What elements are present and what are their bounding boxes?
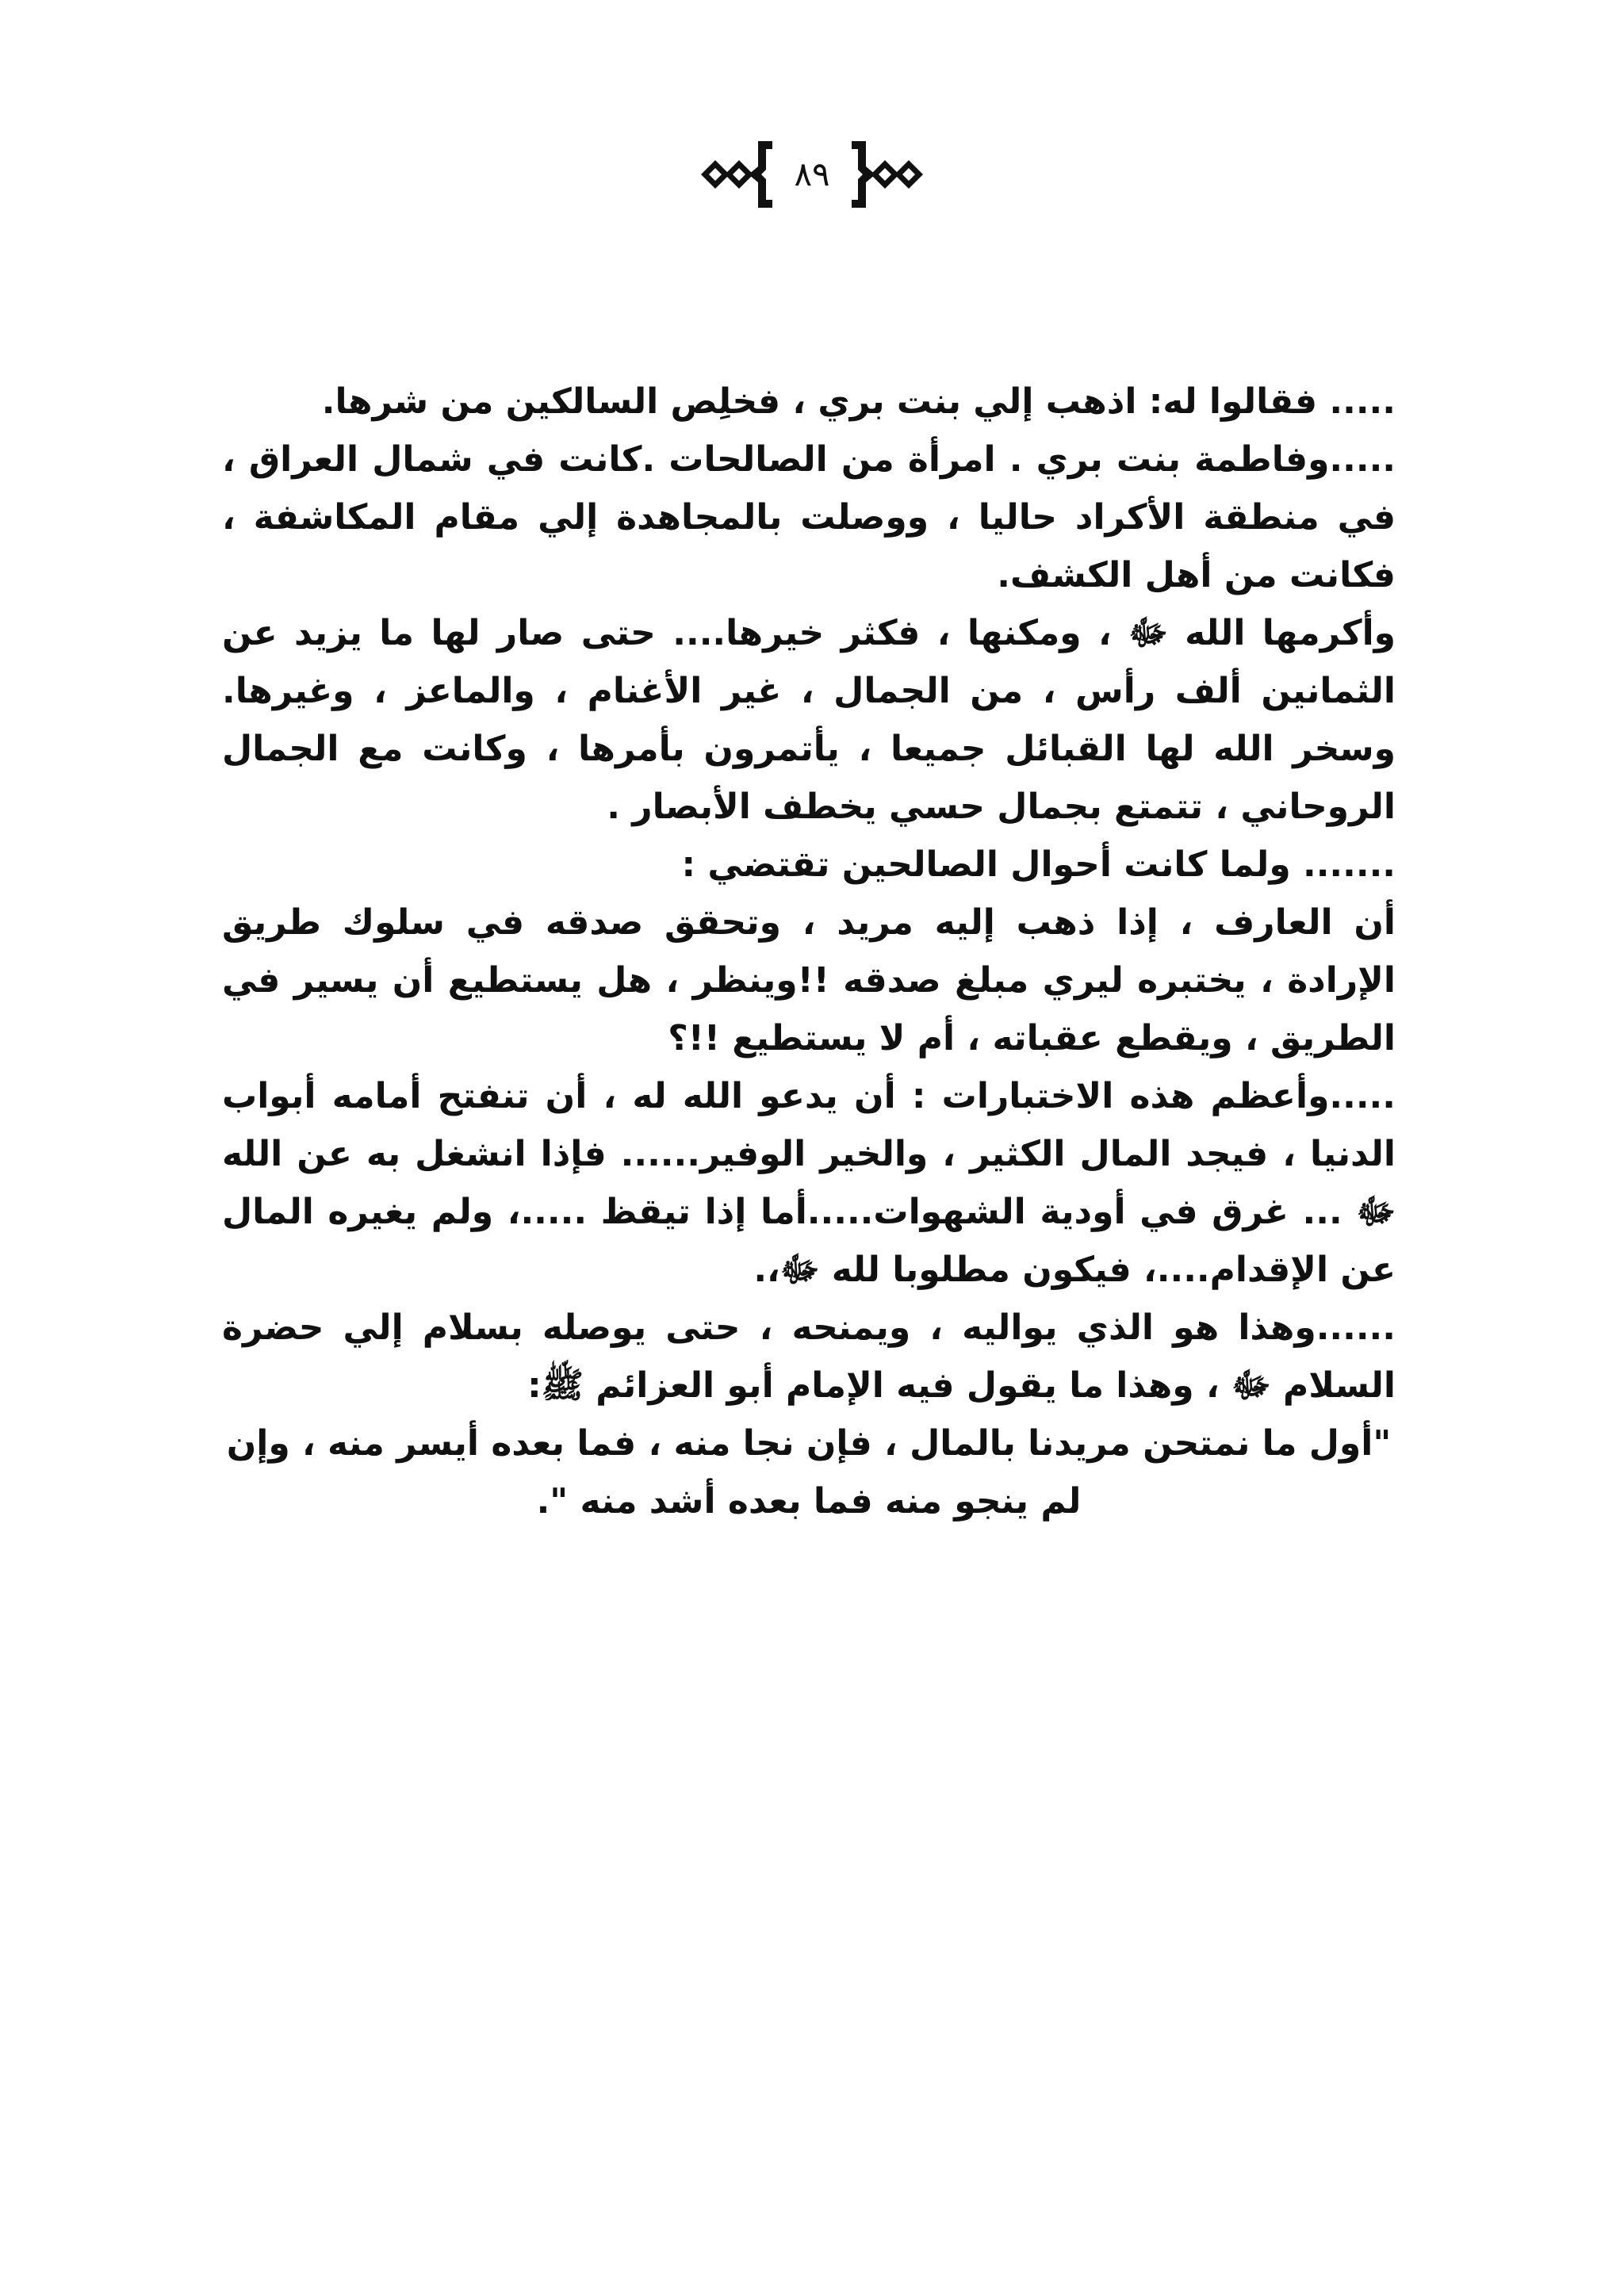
- quotation: "أول ما نمتحن مريدنا بالمال ، فإن نجا منه ، فما بعده أيسر منه ، وإن لم ينجو منه فما بعده أشد منه ".: [226, 1423, 1392, 1522]
- paragraph-2: .....وفاطمة بنت بري . امرأة من الصالحات .كانت في شمال العراق ، في منطقة الأكراد حاليا ، ووصلت بالمجاهدة إلي مقام المكاشفة ، فكانت من أهل الكشف.: [222, 439, 1396, 595]
- paragraph-4: ....... ولما كانت أحوال الصالحين تقتضي :: [681, 844, 1396, 885]
- page-number: ٨٩: [794, 155, 830, 193]
- paragraph-1: ..... فقالوا له: اذهب إلي بنت بري ، فخلِص السالكين من شرها.: [321, 381, 1396, 422]
- page-header: [0, 119, 1624, 230]
- paragraph-7: ......وهذا هو الذي يواليه ، ويمنحه ، حتى يوصله بسلام إلي حضرة السلام ﷻ ، وهذا ما يقول فيه الإمام أبو العزائم ﷺ:: [222, 1307, 1396, 1406]
- paragraph-5: أن العارف ، إذا ذهب إليه مريد ، وتحقق صدقه في سلوك طريق الإرادة ، يختبره ليري مبلغ صدقه !!وينظر ، هل يستطيع أن يسير في الطريق ، ويقطع عقباته ، أم لا يستطيع !!؟: [222, 902, 1396, 1058]
- paragraph-3: وأكرمها الله ﷻ ، ومكنها ، فكثر خيرها.... حتى صار لها ما يزيد عن الثمانين ألف رأس ، من الجمال ، غير الأغنام ، والماعز ، وغيرها. وسخر الله لها القبائل جميعا ، يأتمرون بأمرها ، وكانت مع الجمال الروحاني ، تتمتع بجمال حسي يخطف الأبصار .: [222, 613, 1396, 827]
- paragraph-6: .....وأعظم هذه الاختبارات : أن يدعو الله له ، أن تنفتح أمامه أبواب الدنيا ، فيجد المال الكثير ، والخير الوفير...... فإذا انشغل به عن الله ﷻ ... غرق في أودية الشهوات.....أما إذا تيقظ .....، ولم يغيره المال عن الإقدام....، فيكون مطلوبا لله ﷻ،.: [222, 1076, 1396, 1290]
- page-number-ornament: [693, 127, 931, 222]
- page-body: [222, 373, 1396, 1530]
